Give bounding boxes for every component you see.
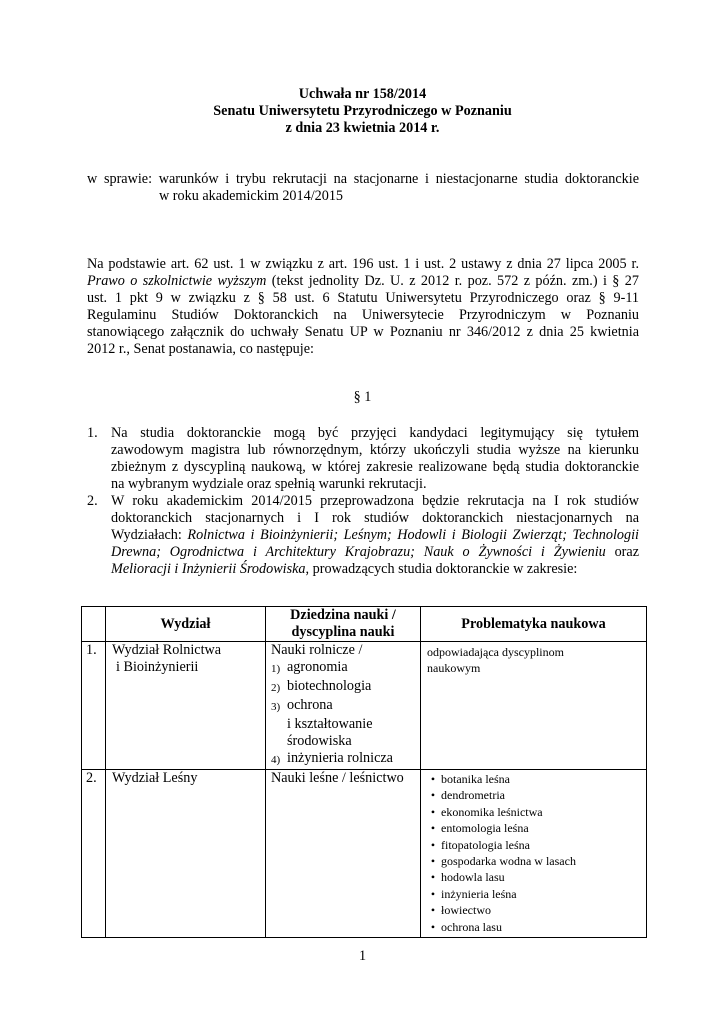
bullet-icon: • xyxy=(430,854,436,869)
topic-name: ekonomika leśnictwa xyxy=(441,804,543,819)
resolution-date: z dnia 23 kwietnia 2014 r. xyxy=(285,120,440,136)
preamble-line: Na podstawie art. 62 ust. 1 w związku z art. 196 ust. 1 i ust. 2 ustawy z dnia 27 lipca 2005 r. xyxy=(87,256,639,272)
discipline-item xyxy=(271,678,420,697)
point-line: na wybranym wydziale oraz spełnią warunki rekrutacji. xyxy=(111,476,427,492)
header-domain-line: dyscyplina nauki xyxy=(291,624,395,640)
preamble-line: Regulaminu Studiów Doktoranckich na Uniwersytecie Przyrodniczym w Poznaniu xyxy=(87,307,639,323)
point-line xyxy=(111,527,639,544)
list-item xyxy=(425,886,646,902)
bullet-icon: • xyxy=(430,919,436,934)
row-topics xyxy=(421,770,647,938)
discipline-number: 1) xyxy=(271,663,281,675)
point-number: 1. xyxy=(87,425,98,441)
preamble-line: 2012 r., Senat postanawia, co następuje: xyxy=(87,341,314,357)
list-item xyxy=(425,869,646,885)
row-domain: Nauki leśne / leśnictwo xyxy=(266,770,421,938)
point-line xyxy=(111,544,639,561)
topic-name: botanika leśna xyxy=(441,772,510,786)
bullet-icon: • xyxy=(430,870,436,885)
topic-name: dendrometria xyxy=(441,788,505,803)
topic-name: łowiectwo xyxy=(441,903,491,918)
point-text: oraz xyxy=(605,544,639,560)
faculty-line: Wydział Rolnictwa xyxy=(112,642,222,658)
discipline-number: 2) xyxy=(271,682,281,694)
list-item xyxy=(425,902,646,918)
page-number: 1 xyxy=(358,948,367,964)
discipline-item xyxy=(271,716,420,733)
discipline-name: środowiska xyxy=(287,733,352,749)
bullet-icon: • xyxy=(430,837,436,852)
senate-name: Senatu Uniwersytetu Przyrodniczego w Poznaniu xyxy=(213,103,512,119)
discipline-name: ochrona xyxy=(287,697,333,713)
topic-name: inżynieria leśna xyxy=(441,886,517,901)
preamble-line: stanowiącego załącznik do uchwały Senatu UP w Poznaniu nr 346/2012 z dnia 25 kwietnia xyxy=(87,324,639,340)
discipline-number xyxy=(271,733,287,750)
faculty-list: Melioracji i Inżynierii Środowiska xyxy=(111,561,306,577)
discipline-item xyxy=(271,659,420,678)
section-mark: § 1 xyxy=(353,389,372,405)
discipline-name: biotechnologia xyxy=(287,678,372,694)
row-topics xyxy=(421,642,647,770)
topic-name: ochrona lasu xyxy=(441,919,502,934)
list-item xyxy=(425,804,646,820)
point-line: zawodowym magistra lub równorzędnym, którzy ukończyli studia wyższe na kierunku xyxy=(111,442,639,458)
preamble-line: ust. 1 pkt 9 w związku z § 58 ust. 6 Statutu Uniwersytetu Przyrodniczego oraz § 9-11 xyxy=(87,290,639,306)
resolution-title: Uchwała nr 158/2014 xyxy=(298,86,427,102)
header-num xyxy=(82,607,106,642)
table-row xyxy=(82,770,647,938)
header-domain-line: Dziedzina nauki / xyxy=(290,607,396,623)
list-item xyxy=(425,853,646,869)
domain-head: Nauki rolnicze / xyxy=(271,642,363,658)
row-num: 1. xyxy=(82,642,106,770)
preamble-text: (tekst jednolity Dz. U. z 2012 r. poz. 572 z późn. zm.) i § 27 xyxy=(266,273,639,289)
header-topics: Problematyka naukowa xyxy=(421,607,647,642)
bullet-icon: • xyxy=(430,821,436,836)
topic-name: entomologia leśna xyxy=(441,821,529,836)
row-num: 2. xyxy=(82,770,106,938)
subject-line-2: w roku akademickim 2014/2015 xyxy=(159,188,344,204)
point-text: Wydziałach: xyxy=(111,527,188,543)
table-header-row xyxy=(82,607,647,642)
point-line: doktoranckich stacjonarnych i I rok studiów doktoranckich niestacjonarnych na xyxy=(111,510,639,526)
point-line: W roku akademickim 2014/2015 przeprowadzona będzie rekrutacja na I rok studiów xyxy=(111,493,639,509)
point-number: 2. xyxy=(87,493,98,509)
table-row xyxy=(82,642,647,770)
list-item xyxy=(425,919,646,935)
header-faculty: Wydział xyxy=(106,607,266,642)
subject-line-1: w sprawie: warunków i trybu rekrutacji na stacjonarne i niestacjonarne studia doktoranckie xyxy=(87,171,639,187)
topic-name: fitopatologia leśna xyxy=(441,837,530,852)
faculty-list: Drewna; Ogrodnictwa i Architektury Krajobrazu; Nauk o Żywności i Żywieniu xyxy=(111,544,606,560)
point-line: Na studia doktoranckie mogą być przyjęci kandydaci legitymujący się tytułem xyxy=(111,425,639,441)
topics-line: odpowiadająca dyscyplinom xyxy=(427,645,564,659)
point-text: , prowadzących studia doktoranckie w zakresie: xyxy=(305,561,578,577)
bullet-icon: • xyxy=(430,903,436,918)
point-line: zbieżnym z dyscypliną naukową, w której zakresie realizowane będą studia doktoranckie xyxy=(111,459,639,475)
faculty-table xyxy=(81,606,647,938)
bullet-icon: • xyxy=(430,886,436,901)
row-domain xyxy=(266,642,421,770)
topic-name: gospodarka wodna w lasach xyxy=(441,854,576,869)
header-domain xyxy=(266,607,421,642)
discipline-number: 3) xyxy=(271,701,281,713)
row-faculty xyxy=(106,642,266,770)
list-item xyxy=(425,787,646,803)
faculty-list: Rolnictwa i Bioinżynierii; Leśnym; Hodowli i Biologii Zwierząt; Technologii xyxy=(187,527,639,543)
discipline-name: i kształtowanie xyxy=(287,716,373,732)
list-item xyxy=(425,820,646,836)
bullet-icon: • xyxy=(430,788,436,803)
row-faculty: Wydział Leśny xyxy=(106,770,266,938)
list-item xyxy=(425,771,646,787)
topic-name: hodowla lasu xyxy=(441,870,505,885)
discipline-name: inżynieria rolnicza xyxy=(287,750,393,766)
discipline-item xyxy=(271,733,420,750)
point-line xyxy=(111,561,577,578)
act-title: Prawo o szkolnictwie wyższym xyxy=(87,273,267,289)
discipline-name: agronomia xyxy=(287,659,348,675)
discipline-number xyxy=(271,716,287,733)
bullet-icon: • xyxy=(430,804,436,819)
faculty-line: i Bioinżynierii xyxy=(116,659,199,675)
bullet-icon: • xyxy=(430,772,436,786)
discipline-number: 4) xyxy=(271,754,281,766)
preamble-line xyxy=(87,273,639,290)
discipline-item xyxy=(271,697,420,716)
list-item xyxy=(425,837,646,853)
topics-line: naukowym xyxy=(427,661,481,675)
discipline-item xyxy=(271,750,420,769)
